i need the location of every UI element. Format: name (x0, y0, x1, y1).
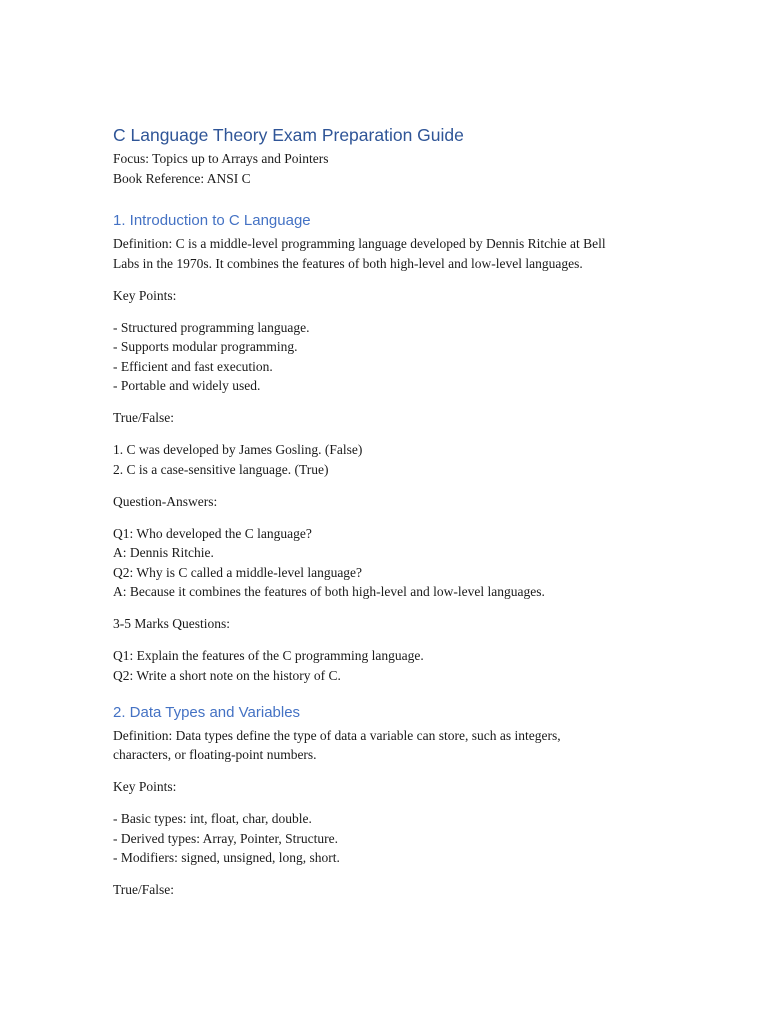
key-points-label: Key Points: (113, 287, 177, 303)
list-item: 1. C was developed by James Gosling. (False) (113, 442, 363, 457)
section-introduction (113, 210, 728, 685)
list-item: Q2: Why is C called a middle-level language? (113, 564, 363, 580)
list-item: - Efficient and fast execution. (113, 358, 273, 374)
true-false-list (113, 440, 728, 479)
list-item: - Structured programming language. (113, 319, 310, 335)
section-data-types (113, 702, 728, 900)
list-item: Q2: Write a short note on the history of C. (113, 667, 341, 683)
key-points-list (113, 318, 728, 396)
section-heading: 1. Introduction to C Language (113, 212, 311, 229)
list-item: A: Dennis Ritchie. (113, 545, 214, 560)
list-item: - Supports modular programming. (113, 339, 298, 354)
list-item: - Derived types: Array, Pointer, Structure. (113, 830, 339, 846)
list-item: Q1: Explain the features of the C programming language. (113, 648, 424, 663)
marks-questions-list (113, 646, 728, 685)
key-points-label: Key Points: (113, 779, 177, 794)
section-heading: 2. Data Types and Variables (113, 703, 301, 721)
definition-line: characters, or floating-point numbers. (113, 747, 317, 762)
book-reference-line: Book Reference: ANSI C (113, 170, 251, 186)
definition-line: Definition: C is a middle-level programming language developed by Dennis Ritchie at Bell (113, 236, 606, 251)
true-false-label: True/False: (113, 882, 175, 897)
list-item: 2. C is a case-sensitive language. (True) (113, 461, 329, 477)
list-item: Q1: Who developed the C language? (113, 525, 312, 541)
definition-line: Labs in the 1970s. It combines the features of both high-level and low-level languages. (113, 255, 583, 271)
list-item: - Portable and widely used. (113, 378, 261, 393)
key-points-list (113, 809, 728, 868)
list-item: A: Because it combines the features of both high-level and low-level languages. (113, 584, 545, 599)
list-item: - Modifiers: signed, unsigned, long, short. (113, 850, 340, 865)
marks-questions-label: 3-5 Marks Questions: (113, 616, 230, 631)
question-answers-label: Question-Answers: (113, 493, 218, 509)
definition-paragraph (113, 726, 728, 765)
definition-line: Definition: Data types define the type of data a variable can store, such as integers, (113, 727, 561, 743)
question-answers-list (113, 524, 728, 602)
document-title: C Language Theory Exam Preparation Guide (113, 125, 464, 145)
true-false-label: True/False: (113, 410, 175, 425)
definition-paragraph (113, 234, 728, 273)
focus-line: Focus: Topics up to Arrays and Pointers (113, 151, 329, 166)
list-item: - Basic types: int, float, char, double. (113, 811, 312, 826)
